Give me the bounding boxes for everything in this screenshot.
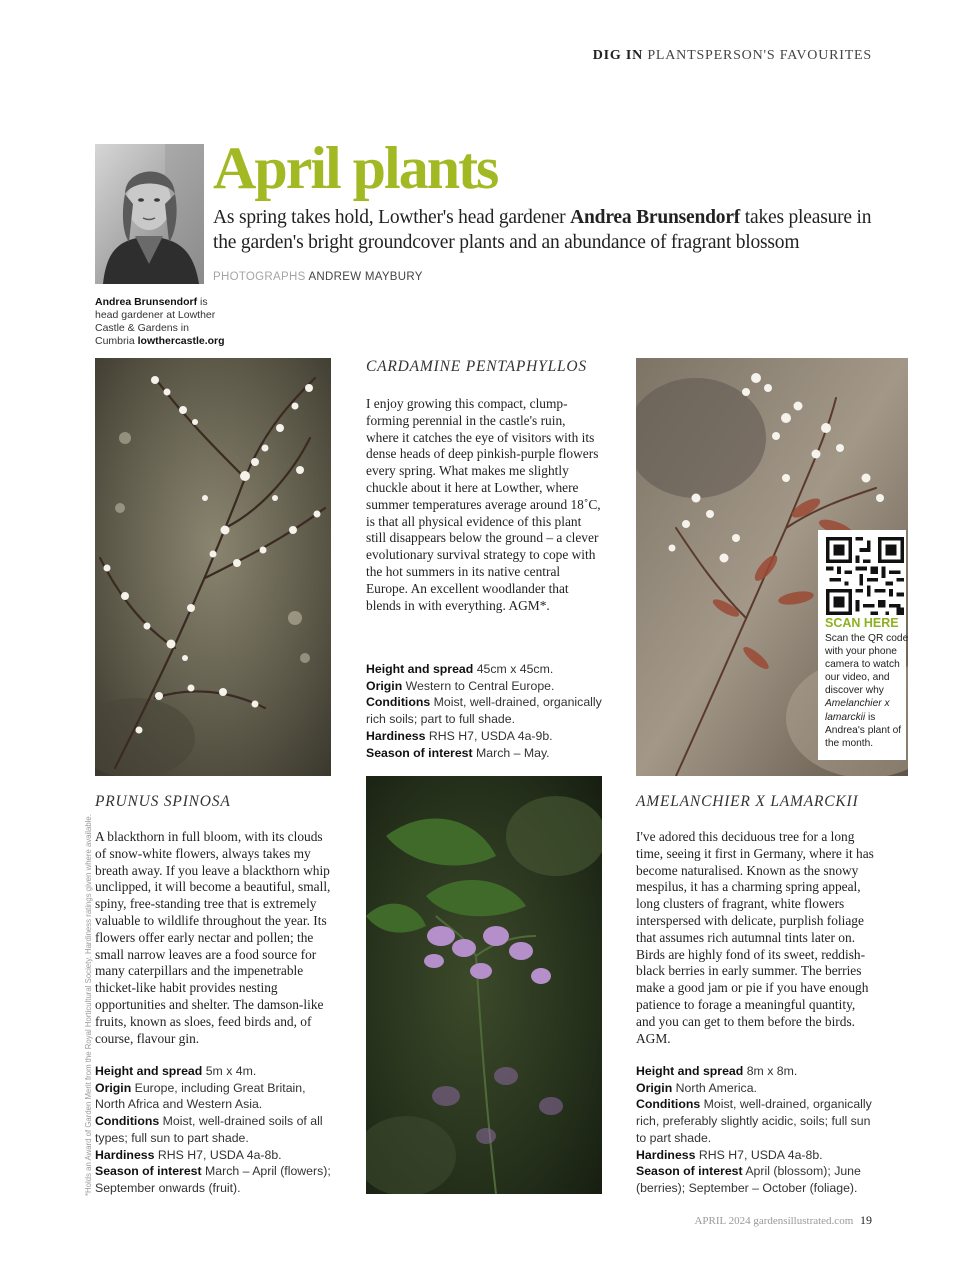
cardamine-heading: CARDAMINE PENTAPHYLLOS [366,358,587,375]
scan-here-text [825,632,917,750]
spec-value: RHS H7, USDA 4a-9b. [428,728,553,743]
spec-value: March – April (flowers); September onwards (fruit). [95,1164,331,1195]
spec-label: Season of interest [636,1164,743,1179]
spec-hardiness [636,1147,876,1164]
spec-height [636,1063,876,1080]
spec-value: RHS H7, USDA 4a-8b. [698,1147,823,1162]
standfirst-author: Andrea Brunsendorf [570,207,741,228]
issue-date: APRIL 2024 [694,1215,751,1227]
standfirst [213,205,893,255]
author-portrait [95,144,204,284]
scan-text-pre: Scan the QR code with your phone camera to watch our video, and discover why [825,633,909,697]
spec-label: Height and spread [636,1064,744,1078]
spec-value: Western to Central Europe. [405,678,555,693]
cardamine-photo [366,776,602,1194]
spec-label: Conditions [366,695,431,710]
amelanchier-body: I've adored this deciduous tree for a long time, seeing it first in Germany, where it has become naturalised. Known as the snowy mespilus, it has a charming spring appeal, long clusters of fragrant, white flowers interspersed with delicate, purplish foliage that assumes rich autumnal tints later on. Birds are highly fond of its sweet, reddish-black berries in early summer. The berries make a good jam or pie if you have enough patience to forage a meaningful quantity, and you can get to them before the birds. AGM. [636,829,874,1046]
spec-season [95,1163,335,1196]
credit-name: ANDREW MAYBURY [308,271,423,283]
spec-value: 45cm x 45cm. [476,662,554,676]
amelanchier-heading: AMELANCHIER X LAMARCKII [636,793,859,810]
spec-label: Season of interest [366,745,473,760]
spec-label: Season of interest [95,1164,202,1179]
spec-origin [636,1080,876,1097]
spec-conditions [636,1096,876,1146]
spec-value: Moist, well-drained, organically rich, preferably slightly acidic, soils; full sun to part shade. [636,1097,872,1145]
spec-label: Origin [366,678,403,693]
qr-code[interactable] [826,537,904,615]
spec-hardiness [366,728,606,745]
spec-origin [366,678,606,695]
spec-value: 8m x 8m. [746,1064,798,1078]
spec-label: Hardiness [95,1147,155,1162]
spec-value: North America. [675,1080,757,1095]
spec-label: Origin [95,1080,132,1095]
author-caption [95,296,225,348]
standfirst-post: takes pleasure in the garden's bright groundcover plants and an abundance of fragrant blossom [213,207,872,253]
spec-height [95,1063,335,1080]
page-title: April plants [213,135,498,201]
cardamine-body: I enjoy growing this compact, clump-forming perennial in the castle's ruin, where it catches the eye of visitors with its dense heads of deep pinkish-purple flowers every spring. What makes me slightly chuckle about it here at Lowther, where summer temperatures average around 18˚C, is that all physical evidence of this plant still disappears below the ground – a clever evolutionary survival strategy to cope with the hot summers in its native central Europe. An excellent woodlander that blends in with everything. AGM*. [366,396,601,613]
spec-value: Moist, well-drained, organically rich soils; part to full shade. [366,695,602,727]
prunus-heading: PRUNUS SPINOSA [95,793,231,810]
spec-label: Height and spread [95,1064,203,1078]
page-footer [694,1213,872,1228]
spec-value: Moist, well-drained soils of all types; full sun to part shade. [95,1114,323,1145]
spec-label: Hardiness [366,728,426,743]
cardamine-specs [366,661,606,761]
author-bio: is head gardener at Lowther Castle & Gardens in Cumbria [95,296,216,347]
spec-season [366,745,606,762]
page-number: 19 [860,1213,872,1227]
spec-value: March – May. [476,745,550,760]
section-label: DIG IN [592,48,644,63]
spec-origin [95,1080,335,1113]
spec-value: RHS H7, USDA 4a-8b. [157,1147,282,1162]
credit-label: PHOTOGRAPHS [213,271,306,283]
author-name: Andrea Brunsendorf [95,296,198,308]
section-subtitle: PLANTSPERSON'S FAVOURITES [647,48,872,63]
spec-hardiness [95,1147,335,1164]
scan-text-post: is Andrea's plant of the month. [825,711,902,749]
spec-value: April (blossom); June (berries); September – October (foliage). [636,1164,861,1195]
scan-here-title: SCAN HERE [825,616,899,630]
amelanchier-specs [636,1063,876,1197]
spec-conditions [95,1113,335,1146]
prunus-spinosa-photo [95,358,331,776]
spec-value: Europe, including Great Britain, North Africa and Western Asia. [95,1080,306,1112]
author-website[interactable]: lowthercastle.org [137,335,225,347]
prunus-specs [95,1063,335,1197]
standfirst-pre: As spring takes hold, Lowther's head gardener [213,207,571,228]
spec-label: Conditions [95,1114,160,1129]
agm-footnote: *Holds an Award of Garden Merit from the Royal Horticultural Society. Hardiness ratings given where available. [84,814,93,1196]
spec-label: Origin [636,1080,673,1095]
spec-height [366,661,606,678]
spec-season [636,1163,876,1196]
site-name: gardensillustrated.com [753,1215,854,1227]
section-header [593,48,872,64]
spec-label: Height and spread [366,662,474,676]
spec-label: Hardiness [636,1147,696,1162]
spec-label: Conditions [636,1097,701,1112]
scan-text-plant: Amelanchier x lamarckii [825,698,890,723]
photo-credit [213,271,423,283]
spec-value: 5m x 4m. [205,1064,257,1078]
prunus-body: A blackthorn in full bloom, with its clouds of snow-white flowers, always takes my breath away. If you leave a blackthorn whip unclipped, it will become a beautiful, small, spiny, free-standing tree that is extremely valuable to wildlife throughout the year. Its flowers offer early nectar and pollen; the small narrow leaves are a food source for many caterpillars and the impenetrable thicket-like habit provides nesting opportunities and shelter. The damson-like fruits, known as sloes, feed birds and, of course, flavour gin. [95,829,331,1046]
spec-conditions [366,694,606,727]
